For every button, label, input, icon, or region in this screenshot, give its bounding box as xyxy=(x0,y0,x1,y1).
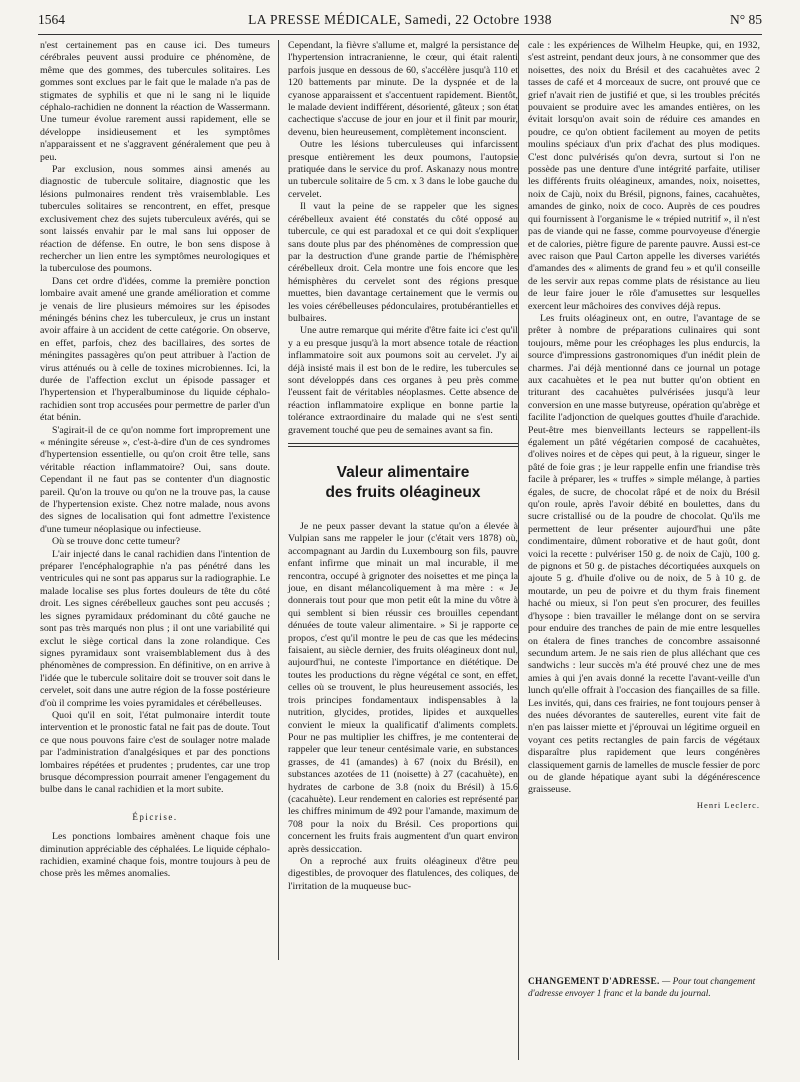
paragraph: Dans cet ordre d'idées, comme la première ponction lombaire avait amené une grande amélioration et comme je venais de lire plusieurs mémoires sur les épisodes méningés bénins chez les tuberculeux, je crus un instant avoir affaire à un accident de cette catégorie. On observe, en effet, parfois, chez des bacillaires, des sortes de méningites passagères qu'on peut attribuer à l'action de virus atténués ou à celle de toxines microbiennes. Ici, la durée de l'affection exclut un épisode passager et l'hypertension et l'hyperalbuminose du liquide céphalo-rachidien sont trop accusées pour permettre de parler d'un état bénin. xyxy=(40,275,270,424)
page-header xyxy=(38,10,762,32)
column-right xyxy=(528,40,760,811)
paragraph: Quoi qu'il en soit, l'état pulmonaire interdit toute intervention et le pronostic fatal ne fait pas de doute. Tout ce que nous pouvons faire c'est de soulager notre malade par l'administration d'analgésiques et par des ponctions lombaires répétées et prudentes ; prudentes, car une trop brusque décompression pourrait amener l'engagement du bulbe dans le canal rachidien et la mort subite. xyxy=(40,709,270,796)
article-heading xyxy=(288,463,518,503)
column-left xyxy=(40,40,270,881)
paragraph: n'est certainement pas en cause ici. Des tumeurs cérébrales peuvent aussi produire ce phénomène, de même que des gommes, des tubercules solitaires. Les gommes sont exclues par le fait que le malade n'a pas de stigmates de syphilis et que ni le sang ni le liquide céphalo-rachidien ne donnent la réaction de Wassermann. Une tumeur évolue rarement aussi rapidement, elle se développe insidieusement et les symptômes n'apparaissent et ne s'aggravent généralement que peu à peu. xyxy=(40,40,270,163)
paragraph: Il vaut la peine de se rappeler que les signes cérébelleux avaient été constatés du côté opposé au tubercule, ce qui est paradoxal et ce qui doit s'expliquer sans doute plus par des phénomènes de compression que par la destruction d'une grande partie de l'hémisphère cérébelleux droit. Cela montre une fois encore que les hémisphères du cervelet sont des régions presque muettes, bien davantage certainement que le vermis ou les voies cérébelleuses pédonculaires, protubérantielles et bulbaires. xyxy=(288,201,518,324)
paragraph: cale : les expériences de Wilhelm Heupke, qui, en 1932, s'est astreint, pendant deux jours, à ne consommer que des noisettes, des noix du Brésil et des cacahuètes avec 2 tasses de café et 4 morceaux de sucre, ont prouvé que ce grief n'avait rien de justifié et que, si les troubles précités pouvaient se produire avec les amandes entières, on les évitait lorsqu'on avait soin de réduire ces amandes en poudre, ce qu'on obtient facilement au moyen de petits moulins spéciaux d'un prix d'achat des plus modiques. C'est donc pulvérisés qu'on devra, surtout si l'on ne possède pas une denture d'une intégrité parfaite, utiliser les différents fruits oléagineux, amandes, noix, noisettes, noix de Cajù, noix du Brésil, pignons, faines, cacahuètes, amandes de ginko, noix de coco. Auprès de ces poudres qui fournissent à l'organisme le « trépied nutritif », il n'est pas de viande qui ne fasse, comme pourvoyeuse d'énergie et de calories, piètre figure de parente pauvre. Aussi est-ce avec raison que Paul Carton appelle les diverses variétés d'amandes des « aliments de grand feu » et qu'il conseille de les servir aux repas comme plats de résistance au lieu de leur faire jouer le rôle d'amusettes sur lesquelles exercent leur mâchoires des convives déjà repus. xyxy=(528,40,760,312)
section-rule xyxy=(288,443,518,444)
section-rule xyxy=(288,446,518,447)
address-change-notice xyxy=(528,976,760,1000)
issue-number: N° 85 xyxy=(729,12,762,27)
journal-title: LA PRESSE MÉDICALE, Samedi, 22 Octobre 1938 xyxy=(248,12,552,27)
paragraph: Une autre remarque qui mérite d'être faite ici c'est qu'il y a eu presque jusqu'à la mort absence totale de réaction inflammatoire soit aux poumons soit au cervelet. J'y ai déjà insisté mais il est bon de le redire, les tubercules se sont développés dans ces organes à peu près comme l'eussent fait de véritables néoplasmes. Cette absence de réaction inflammatoire explique en bonne partie la tolérance extraordinaire du malade qui ne s'est senti gravement touché que peu de semaines avant sa fin. xyxy=(288,325,518,436)
paragraph: Cependant, la fièvre s'allume et, malgré la persistance de l'hypertension intracranienne, le cœur, qui était ralenti parfois jusque en dessous de 60, s'accélère jusqu'à 110 et 120 battements par minute. De la dyspnée et de la cyanose apparaissent et s'accentuent rapidement. Bientôt, le malade devient indifférent, désorienté, gâteux ; son état cachectique s'accuse de jour en jour et il finit par mourir, devenu, bien heureusement, complètement inconscient. xyxy=(288,40,518,138)
paragraph: Les ponctions lombaires amènent chaque fois une diminution appréciable des céphalées. Le liquide céphalo-rachidien, examiné chaque fois, montre toujours à peu de chose près les mêmes anomalies. xyxy=(40,831,270,880)
paragraph: Les fruits oléagineux ont, en outre, l'avantage de se prêter à nombre de préparations culinaires qui sont toujours, même pour les créophages les plus endurcis, la source d'impressions gastronomiques d'un inédit plein de charmes. J'ai déjà mentionné dans ce journal un potage aux cacahuètes et le pea nut butter qu'on obtient en triturant des cacahuètes pulvérisées jusqu'à leur conversion en une masse butyreuse, opération qu'abrège et facilite l'adjonction de quelques gouttes d'huile d'arachide. Peut-être mes bienveillants lecteurs se rappellent-ils également un pâté végétarien composé de cacahuètes, d'olives noires et de cèpes qui peut, à la rigueur, singer le pâté de foie gras ; je leur rappelle enfin une friandise très facile à préparer, les « truffes » simple mélange, à parties égales, de sucre, de chocolat râpé et de noix du Brésil qu'on roule, après l'avoir débité en boulettes, dans du sucre cristallisé ou de la poudre de chocolat. Qu'ils me permettent de leur présenter aujourd'hui une pâte condimentaire, dûment roborative et de haut goût, dont voici la recette : pulvériser 150 g. de noix de Cajù, 100 g. de pignons et 50 g. de pistaches décortiquées auxquels on ajoute 5 g. d'huile d'olive ou de noix, de 5 à 10 g. de moutarde, un peu de poivre et du thym frais finement haché ou mieux, si l'on peut s'en procurer, des feuilles d'hysope : bien travailler le mélange dont on se servira pour enduire des tranches de pain de mie entre lesquelles on étalera de fines tranches de concombre assaisonné secundum artem. Je ne sais rien de plus alléchant que ces sandwichs : leur succès m'a été prouvé chez une de mes amies à qui j'en avais donné la recette l'avant-veille d'un lunch qu'elle offrait à l'occasion des fiançailles de sa fille. Les invités, qui, dans ces frairies, ne font toujours penser à des nuées dévorantes de sauterelles, eurent vite fait de n'en pas laisser miette et j'éprouvai un légitime orgueil en voyant ces petits rectangles de pain farcis de végétaux disparaître plus rapidement que leurs congénères classiquement garnis de lamelles de muscle fessier de porc ou de glande hépatique ayant subi la dégénérescence graisseuse. xyxy=(528,312,760,796)
paragraph: Outre les lésions tuberculeuses qui infarcissent presque entièrement les deux poumons, l'autopsie pratiquée dans le service du prof. Askanazy nous montre un tubercule solitaire de 5 cm. x 3 dans le lobe gauche du cervelet. xyxy=(288,139,518,200)
column-divider xyxy=(518,40,519,1060)
paragraph: On a reproché aux fruits oléagineux d'être peu digestibles, de provoquer des flatulences, des coliques, de l'irritation de la muqueuse buc- xyxy=(288,855,518,892)
page-number: 1564 xyxy=(38,12,65,27)
notice-title: CHANGEMENT D'ADRESSE. xyxy=(528,977,660,987)
paragraph: Je ne peux passer devant la statue qu'on a élevée à Vulpian sans me rappeler le jour (c'était vers 1878) où, accompagnant au Jardin du Luxembourg son fils, pauvre enfant infirme que minait un mal incurable, il me rencontra, occupé à grignoter des noisettes et me pinça la joue, en disant mélancoliquement à ma mère : « Je donnerais tout pour que mon petit eût la mine du vôtre à qui semblent si bien réussir ces brouilles cependant dénuées de toute valeur alimentaire. » Si je rapporte ce propos, c'est qu'il montre le peu de cas que les médecins faisaient, au siècle dernier, des fruits oléagineux dont nul, aujourd'hui, ne conteste l'importance en diététique. De toutes les productions du règne végétal ce sont, en effet, celles où se trouvent, le plus heureusement associés, les trois principes fondamentaux indispensables à la nutrition, glycides, protides, lipides et auxquelles convient le mieux la qualificatif d'aliments complets. Pour ne pas multiplier les chiffres, je me contenterai de rappeler que leur teneur centésimale varie, en substances grasses, de 41 (amandes) à 67 (noix du Brésil), en substances azotées de 11 (noisette) à 27 (cacahuète), en hydrates de carbone de 3.8 (noix du Brésil) à 15.6 (cacahuète). Leur rendement en calories est représenté par les chiffres minimum de 492 pour l'amande, maximum de 708 pour la noix du Brésil. Ces proportions qui concernent les fruits frais augmentent d'un quart environ après dessiccation. xyxy=(288,521,518,855)
author-signature: Henri Leclerc. xyxy=(696,799,760,810)
header-rule xyxy=(38,34,762,35)
notice-text: — Pour tout changement d'adresse envoyer 1 franc et la bande du journal. xyxy=(528,977,756,999)
paragraph: Où se trouve donc cette tumeur? xyxy=(52,536,181,548)
column-divider xyxy=(278,40,279,960)
column-middle xyxy=(288,40,518,893)
section-subheading: Épicrise. xyxy=(132,811,178,822)
paragraph: Par exclusion, nous sommes ainsi amenés au diagnostic de tubercule solitaire, diagnostic que les lésions pulmonaires rendent très vraisemblable. Les tubercules solitaires se rencontrent, en effet, presque exclusivement chez des sujets tuberculeux avérés, qui se sont laissés envahir par le mal sans lui opposer de réaction de défense. En outre, le bon sens dispose à rechercher un lien entre les symptômes neurologiques et la tuberculose des poumons. xyxy=(40,164,270,275)
article-title-line: des fruits oléagineux xyxy=(325,484,481,501)
paragraph: S'agirait-il de ce qu'on nomme fort improprement une « méningite séreuse », c'est-à-dire d'un de ces syndromes d'hypertension essentielle, ou qu'on croit être telle, sans véritable réaction inflammatoire? Oui, sans doute. Cependant il ne faut pas se contenter d'un diagnostic pareil. Qu'on la trouve ou qu'on ne la trouve pas, la cause de l'hypertension existe. Chez notre malade, nous avons des signes de localisation qui font admettre l'existence d'une tumeur néoplasique ou infectieuse. xyxy=(40,424,270,535)
article-title-line: Valeur alimentaire xyxy=(336,464,470,481)
paragraph: L'air injecté dans le canal rachidien dans l'intention de préparer l'encéphalographie n'a pas pénétré dans les ventricules qui ne sont pas apparus sur la radiographie. Le malade localise ses plus fortes douleurs de tête du côté droit. Les signes cérébelleux gauches sont peu accusés ; les signes pyramidaux prédominant du côté gauche ne sont pas très marqués non plus ; il ont une variabilité qui exclut le siège cortical dans la zone rolandique. Ces signes pyramidaux sont vraisemblablement dus à des phénomènes de compression. En définitive, on en arrive à l'idée que le tubercule solitaire doit se trouver soit dans le cervelet, soit dans une autre région de la fosse postérieure d'où il comprime les voies pyramidales et cérébelleuses. xyxy=(40,548,270,709)
